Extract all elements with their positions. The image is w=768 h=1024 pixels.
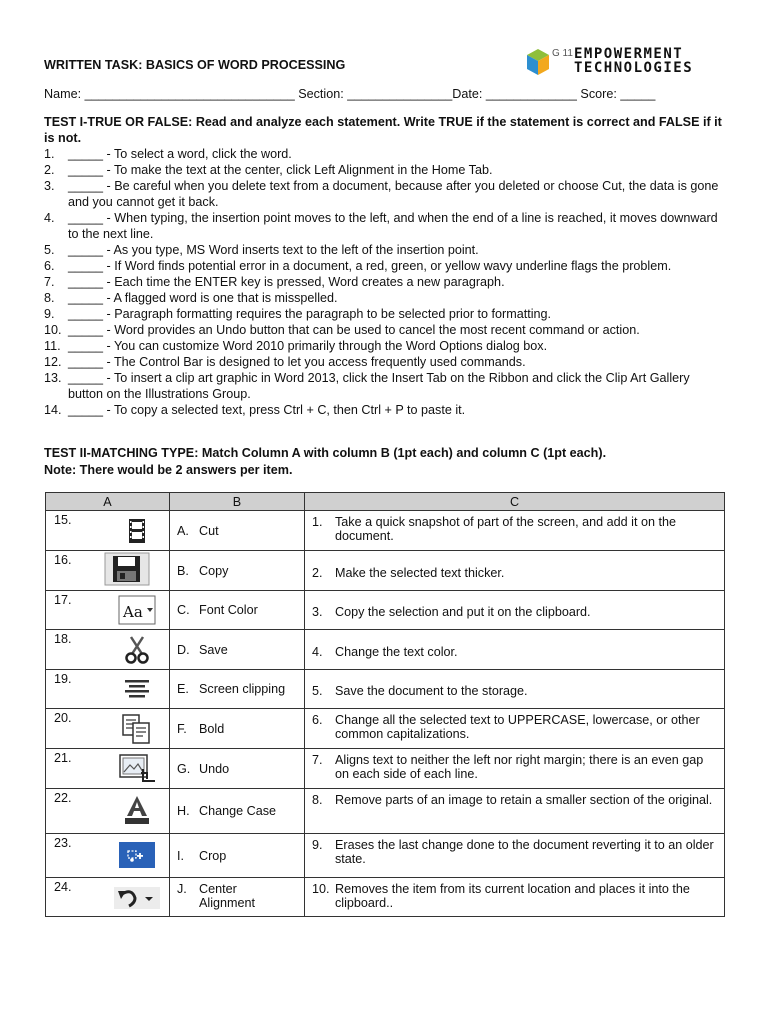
list-item: 3. _____ - Be careful when you delete text from a document, because after you deleted or choose Cut, the data is gone and you cannot get it back. [44, 179, 719, 209]
logo-line-1: EMPOWERMENT [574, 46, 684, 62]
list-item: 1. _____ - To select a word, click the word. [44, 147, 292, 161]
table-row: 18. D. Save 4. Change the text color. [46, 630, 725, 670]
list-item: 14. _____ - To copy a selected text, press Ctrl + C, then Ctrl + P to paste it. [44, 403, 466, 417]
table-row: 22. H. Change Case 8. Remove parts of an image to retain a smaller section of the original. [46, 789, 725, 834]
list-item: 7. _____ - Each time the ENTER key is pressed, Word creates a new paragraph. [44, 275, 505, 289]
list-item: 2. _____ - To make the text at the center, click Left Alignment in the Home Tab. [44, 163, 493, 177]
column-b-header: B [170, 493, 305, 511]
floppy-disk-icon [102, 553, 152, 585]
column-a-header: A [46, 493, 170, 511]
screen-clipping-icon [112, 839, 162, 871]
student-info-line: Name: ______________________________ Section: _______________Date: _____________ Score: _____ [44, 87, 656, 101]
table-row: 23. I. Crop 9. Erases the last change done to the document reverting it to an older state. [46, 834, 725, 878]
list-item: 8. _____ - A flagged word is one that is misspelled. [44, 291, 338, 305]
table-header-row [46, 493, 725, 511]
test2-note: Note: There would be 2 answers per item. [44, 463, 293, 477]
list-item: 5. _____ - As you type, MS Word inserts text to the left of the insertion point. [44, 243, 479, 257]
list-item: 11. _____ - You can customize Word 2010 primarily through the Word Options dialog box. [44, 339, 548, 353]
table-row: 20. F. Bold 6. Change all the selected text to UPPERCASE, lowercase, or other common capitalizations. [46, 709, 725, 749]
list-item: 9. _____ - Paragraph formatting requires the paragraph to be selected prior to formatting. [44, 307, 552, 321]
logo-grade: G 11 [552, 48, 573, 59]
font-color-icon [112, 794, 162, 826]
table-row: 19. E. Screen clipping 5. Save the document to the storage. [46, 670, 725, 709]
table-row: 17. Aa C. Font Color 3. Copy the selection and put it on the clipboard. [46, 591, 725, 630]
page-title: WRITTEN TASK: BASICS OF WORD PROCESSING [44, 58, 346, 72]
scissors-icon [112, 634, 162, 666]
test2-heading [44, 445, 724, 479]
svg-text:Aa: Aa [123, 603, 143, 621]
list-item: 4. _____ - When typing, the insertion point moves to the left, and when the end of a line is reached, it moves downward to the next line. [44, 211, 718, 241]
table-row: 24. J. Center Alignment 10. Removes the item from its current location and places it into the clipboard.. [46, 878, 725, 917]
table-row: 15. A. Cut 1. Take a quick snapshot of part of the screen, and add it on the document. [46, 511, 725, 551]
table-row: 21. G. Undo 7. Aligns text to neither the left nor right margin; there is an even gap on each side of each line. [46, 749, 725, 789]
cube-logo-icon [526, 48, 550, 76]
film-strip-icon [112, 515, 162, 547]
list-item: 12. _____ - The Control Bar is designed to let you access frequently used commands. [44, 355, 526, 369]
crop-picture-icon [112, 753, 162, 785]
empowerment-logo [526, 46, 716, 78]
test1-items [44, 146, 724, 418]
list-item: 6. _____ - If Word finds potential error in a document, a red, green, or yellow wavy underline flags the problem. [44, 259, 672, 273]
logo-line-2: TECHNOLOGIES [574, 60, 694, 76]
list-item: 10. _____ - Word provides an Undo button that can be used to cancel the most recent command or action. [44, 323, 640, 337]
copy-pages-icon [112, 713, 162, 745]
column-c-header: C [305, 493, 725, 511]
list-item: 13. _____ - To insert a clip art graphic in Word 2013, click the Insert Tab on the Ribbon and click the Clip Art Gallery button on the Illustrations Group. [44, 371, 690, 401]
matching-table [45, 492, 725, 917]
center-align-icon [112, 674, 162, 706]
change-case-icon [112, 594, 162, 626]
undo-icon [112, 882, 162, 914]
test1-heading: TEST I-TRUE OR FALSE: Read and analyze each statement. Write TRUE if the statement is correct and FALSE if it is not. [44, 115, 722, 145]
table-row: 16. B. Copy 2. Make the selected text thicker. [46, 551, 725, 591]
test2-instructions: TEST II-MATCHING TYPE: Match Column A with column B (1pt each) and column C (1pt each). [44, 446, 607, 460]
